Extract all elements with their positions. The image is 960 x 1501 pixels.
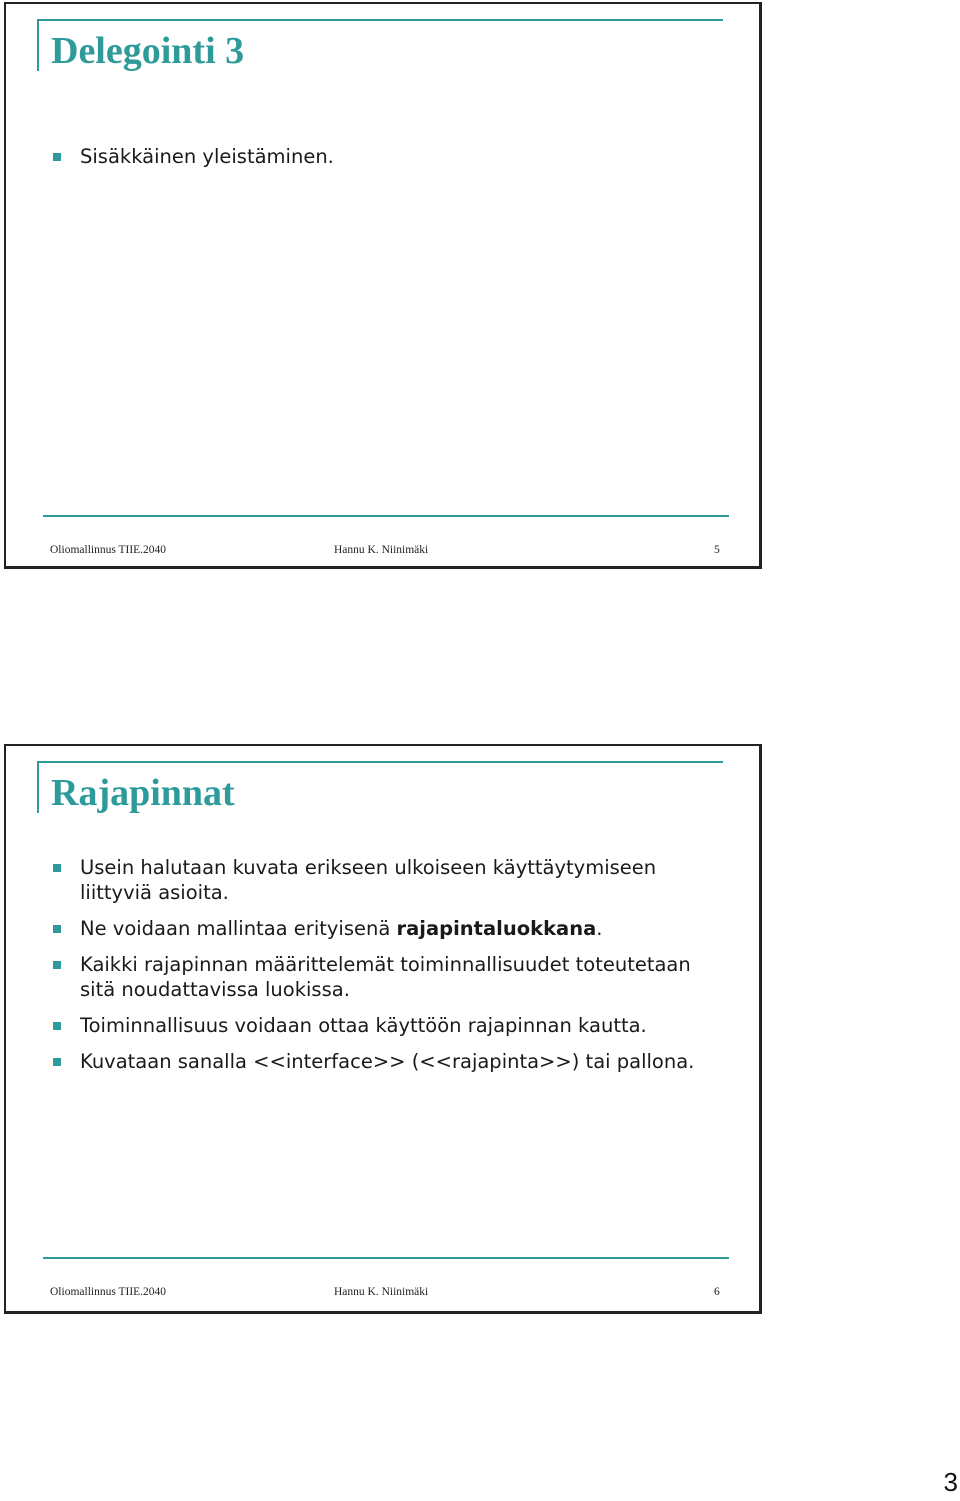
slide-rajapinnat: [4, 744, 762, 1314]
slide-delegointi-3: [4, 2, 762, 569]
footer-slide-number: 5: [714, 544, 720, 556]
bullet-item: [53, 855, 719, 905]
title-rule-horizontal: [37, 19, 723, 21]
bullet-item: [53, 1049, 719, 1074]
bullet-text: Kuvataan sanalla <<interface>> (<<rajapinta>>) tai pallona.: [80, 1050, 695, 1073]
bullet-text: Kaikki rajapinnan määrittelemät toiminnallisuudet toteutetaan sitä noudattavissa luokissa.: [80, 953, 691, 1001]
footer-rule: [43, 1257, 729, 1259]
title-rule-vertical: [37, 761, 39, 813]
bullet-text: Usein halutaan kuvata erikseen ulkoiseen käyttäytymiseen liittyviä asioita.: [80, 856, 657, 904]
title-rule-vertical: [37, 19, 39, 71]
bullet-list: [53, 855, 719, 1074]
footer-slide-number: 6: [714, 1286, 720, 1298]
bullet-item: [53, 144, 719, 169]
page-number: 3: [943, 1467, 958, 1497]
bullet-text-post: .: [596, 917, 603, 940]
footer-author: Hannu K. Niinimäki: [334, 1286, 429, 1298]
bullet-text: Toiminnallisuus voidaan ottaa käyttöön rajapinnan kautta.: [80, 1014, 647, 1037]
footer-author: Hannu K. Niinimäki: [334, 544, 429, 556]
footer-course: Oliomallinnus TIIE.2040: [50, 544, 167, 556]
bullet-item: [53, 952, 719, 1002]
square-bullet-icon: [53, 1058, 61, 1066]
footer-rule: [43, 515, 729, 517]
title-rule-horizontal: [37, 761, 723, 763]
square-bullet-icon: [53, 864, 61, 872]
bullet-text: Sisäkkäinen yleistäminen.: [80, 145, 334, 168]
bullet-item: [53, 916, 719, 941]
bullet-item: [53, 1013, 719, 1038]
bullet-text-bold: rajapintaluokkana: [396, 917, 597, 940]
square-bullet-icon: [53, 153, 61, 161]
slide-title: Delegointi 3: [51, 30, 245, 72]
footer-course: Oliomallinnus TIIE.2040: [50, 1286, 167, 1298]
square-bullet-icon: [53, 961, 61, 969]
bullet-text-pre: Ne voidaan mallintaa erityisenä: [80, 917, 397, 940]
square-bullet-icon: [53, 925, 61, 933]
bullet-list: [53, 144, 719, 169]
square-bullet-icon: [53, 1022, 61, 1030]
slide-title: Rajapinnat: [51, 772, 235, 814]
